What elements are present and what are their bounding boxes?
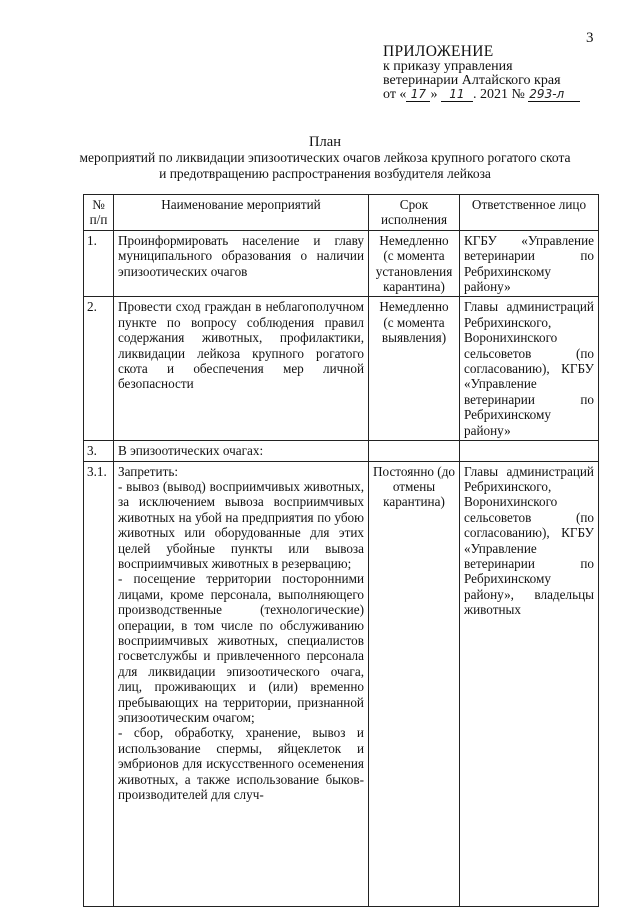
row-responsible: КГБУ «Управление ветеринарии по Ребрихинскому району»	[460, 230, 599, 297]
table-row	[84, 461, 599, 906]
appendix-line-1: к приказу управления	[383, 59, 513, 74]
row-number: 1.	[84, 230, 114, 297]
document-title	[60, 134, 590, 182]
row-responsible	[460, 441, 599, 461]
appendix-block	[383, 45, 580, 102]
table-row	[84, 441, 599, 461]
row-action: Проинформировать население и главу муниципального образования о наличии эпизоотических очагов	[114, 230, 369, 297]
header-number: № п/п	[84, 195, 114, 231]
row-action: Запретить: - вывоз (вывод) восприимчивых животных, за исключением вывоза восприимчивых животных на убой на предприятия по убою животных или оборудованные для этих целей убойные пункты или вывоза восприимчивых животных в резервацию; - посещение территории посторонними лицами, кроме персонала, выполняющего производственные (технологические) операции, в том числе по обслуживанию восприимчивых животных, специалистов госветслужбы и привлеченного персонала для ликвидации эпизоотического очага, лиц, проживающих и (или) временно пребывающих на территории, признанной эпизоотическим очагом; - сбор, обработку, хранение, вывоз и использование спермы, яйцеклеток и эмбрионов для искусственного осеменения животных, а также использование быков-производителей для случ-	[114, 461, 369, 906]
row-action: В эпизоотических очагах:	[114, 441, 369, 461]
date-prefix: от «	[383, 87, 407, 102]
title-line-3: и предотвращению распространения возбудителя лейкоза	[159, 166, 491, 181]
row-term: Немедленно (с момента установления карантина)	[369, 230, 460, 297]
date-year-and-no: . 2021 №	[472, 87, 525, 102]
date-day: 17	[406, 88, 430, 102]
row-term: Постоянно (до отмены карантина)	[369, 461, 460, 906]
plan-table	[83, 194, 599, 907]
order-number: 293-л	[528, 88, 580, 102]
date-month: 11	[441, 88, 473, 102]
table-row	[84, 230, 599, 297]
header-responsible: Ответственное лицо	[460, 195, 599, 231]
header-term: Срок исполнения	[369, 195, 460, 231]
appendix-date-line	[383, 88, 580, 102]
appendix-heading: ПРИЛОЖЕНИЕ	[383, 43, 494, 60]
row-action: Провести сход граждан в неблагополучном пункте по вопросу соблюдения правил содержания животных, профилактики, ликвидации лейкоза крупного рогатого скота и обеспечения мер личной безопасности	[114, 297, 369, 441]
table-header-row	[84, 195, 599, 231]
title-line-2: мероприятий по ликвидации эпизоотических очагов лейкоза крупного рогатого скота	[79, 150, 571, 165]
row-responsible: Главы администраций Ребрихинского, Воронихинского сельсоветов (по согласованию), КГБУ «Управление ветеринарии по Ребрихинскому району», владельцы животных	[460, 461, 599, 906]
row-responsible: Главы администраций Ребрихинского, Воронихинского сельсоветов (по согласованию), КГБУ «Управление ветеринарии по Ребрихинскому району»	[460, 297, 599, 441]
row-number: 3.	[84, 441, 114, 461]
appendix-line-2: ветеринарии Алтайского края	[383, 73, 561, 88]
row-number: 2.	[84, 297, 114, 441]
title-line-1: План	[309, 134, 341, 150]
row-term: Немедленно (с момента выявления)	[369, 297, 460, 441]
row-term	[369, 441, 460, 461]
table-row	[84, 297, 599, 441]
row-number: 3.1.	[84, 461, 114, 906]
page-number: 3	[586, 30, 594, 46]
date-separator: »	[430, 87, 438, 102]
header-action: Наименование мероприятий	[114, 195, 369, 231]
